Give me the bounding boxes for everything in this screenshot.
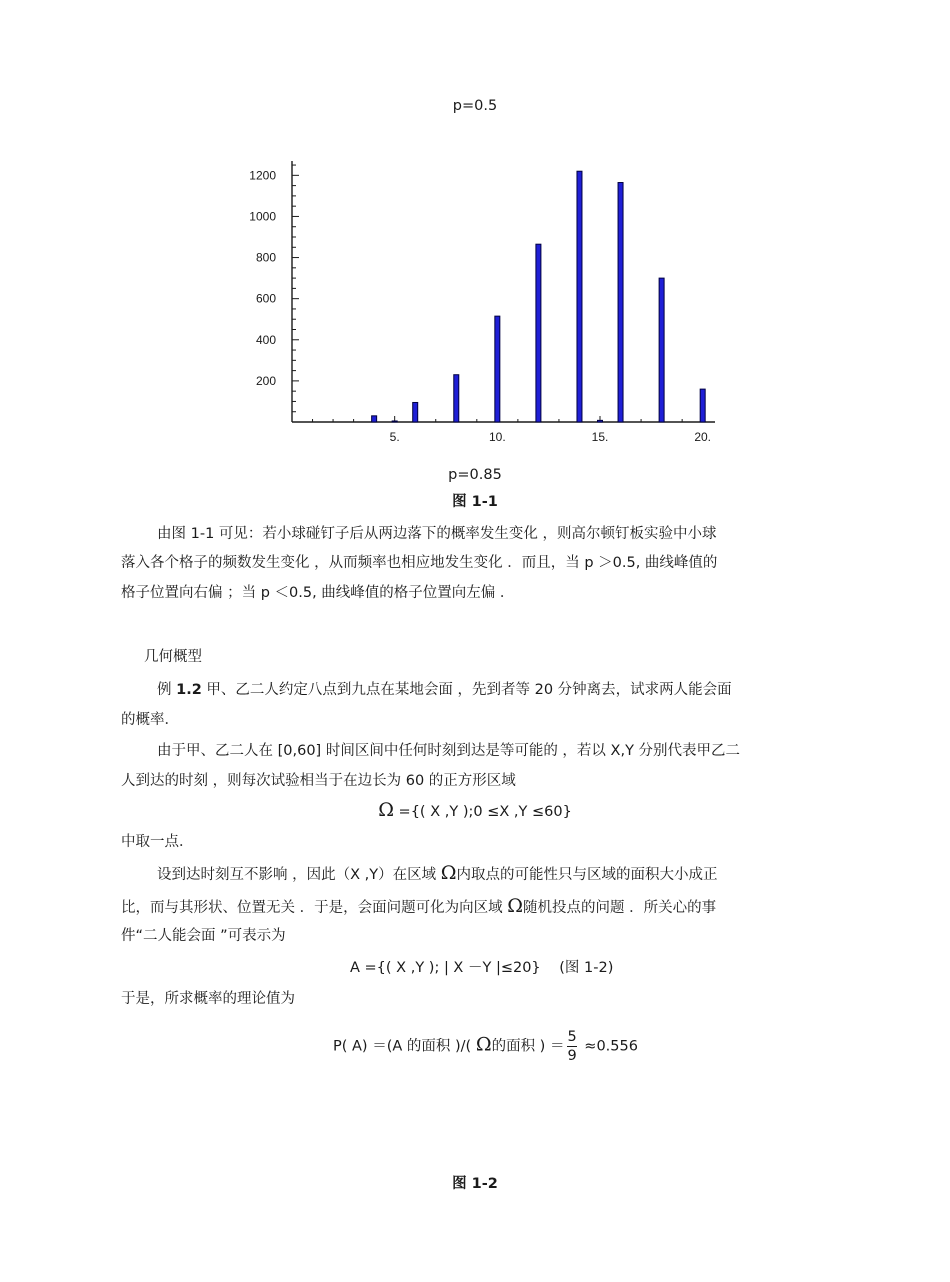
para3-line1-part2: 内取点的可能性只与区域的面积大小成正 [456,867,718,883]
para2-line1: 由于甲、乙二人在 [0,60] 时间区间中任何时刻到达是等可能的 ，若以 X,Y 分别代表甲乙二 [157,743,741,759]
bar [392,421,397,422]
x-tick-label: 20. [694,430,712,444]
pick-point-line: 中取一点． [121,834,194,850]
example-text: 甲、乙二人约定八点到九点在某地会面 ，先到者等 20 分钟离去，试求两人能会面 [201,682,732,698]
example-number: 1.2 [176,682,202,698]
y-tick-label: 200 [255,373,276,388]
bar [536,244,541,422]
bar [659,278,664,422]
para1-line1: 由图 1-1 可见：若小球碰钉子后从两边落下的概率发生变化 ，则高尔顿钉板实验中小球 [157,526,717,542]
para3-line2-part1: 比，而与其形状、位置无关 ．于是，会面问题可化为向区域 [121,900,508,916]
therefore-line: 于是，所求概率的理论值为 [121,991,295,1007]
para3-line2-part2: 随机投点的问题 ．所关心的事 [522,900,717,916]
para3-line2 [121,896,716,918]
omega-symbol: Ω [475,1033,492,1056]
example-label: 例 [157,682,177,698]
omega-symbol: Ω [378,799,394,821]
omega-symbol: Ω [507,895,523,917]
bar [700,389,705,422]
fraction-denominator: 9 [567,1048,577,1064]
example-line1 [157,680,732,700]
bar [618,183,623,422]
bar [577,171,582,422]
para1-line3: 格子位置向右偏 ；当 p ＜0.5, 曲线峰值的格子位置向左偏 ． [121,585,515,601]
equation-omega-rest: ={( X ,Y );0 ≤X ,Y ≤60} [393,804,572,820]
fraction-numerator: 5 [567,1029,577,1045]
bar [372,416,377,422]
bar [598,420,603,422]
y-tick-label: 400 [255,332,276,347]
para3-line1 [157,863,718,885]
para3-line1-part1: 设到达时刻互不影响 ，因此（X ,Y）在区域 [157,867,441,883]
bar [454,375,459,422]
y-tick-label: 1200 [249,168,276,183]
y-tick-label: 800 [255,250,276,265]
figure-1-1-caption: 图 1-1 [452,494,498,510]
equation-probability [333,1028,638,1065]
fraction [567,1028,576,1065]
bar-chart [230,155,730,455]
bar [413,402,418,422]
equation-event-a [350,958,613,978]
para3-line3: 件“二人能会面 ”可表示为 [121,928,286,944]
equation-probability-approx: ≈0.556 [579,1038,638,1055]
x-tick-label: 15. [591,430,609,444]
y-tick-label: 600 [255,291,276,306]
equation-event-a-ref: (图 1-2) [559,960,614,976]
example-line2: 的概率． [121,712,179,728]
para2-line2: 人到达的时刻 ，则每次试验相当于在边长为 60 的正方形区域 [121,773,516,789]
chart-top-label: p=0.5 [452,98,498,114]
section-title: 几何概型 [144,649,202,665]
x-tick-label: 10. [488,430,506,444]
x-tick-label: 5. [389,430,400,444]
para1-line2: 落入各个格子的频数发生变化 ，从而频率也相应地发生变化 ．而且，当 p ＞0.5, 曲线峰值的 [121,555,718,571]
figure-1-2-caption: 图 1-2 [452,1176,498,1192]
equation-omega-definition [0,800,950,822]
y-tick-label: 1000 [249,209,276,224]
equation-event-a-text: A ={( X ,Y ); | X －Y |≤20} [350,960,541,976]
omega-symbol: Ω [440,862,457,884]
equation-probability-lhs: P( A) ＝(A 的面积 )/( [333,1038,476,1055]
chart-bottom-label: p=0.85 [448,467,502,483]
bar [495,316,500,422]
equation-probability-mid: 的面积 ) ＝ [491,1038,565,1055]
